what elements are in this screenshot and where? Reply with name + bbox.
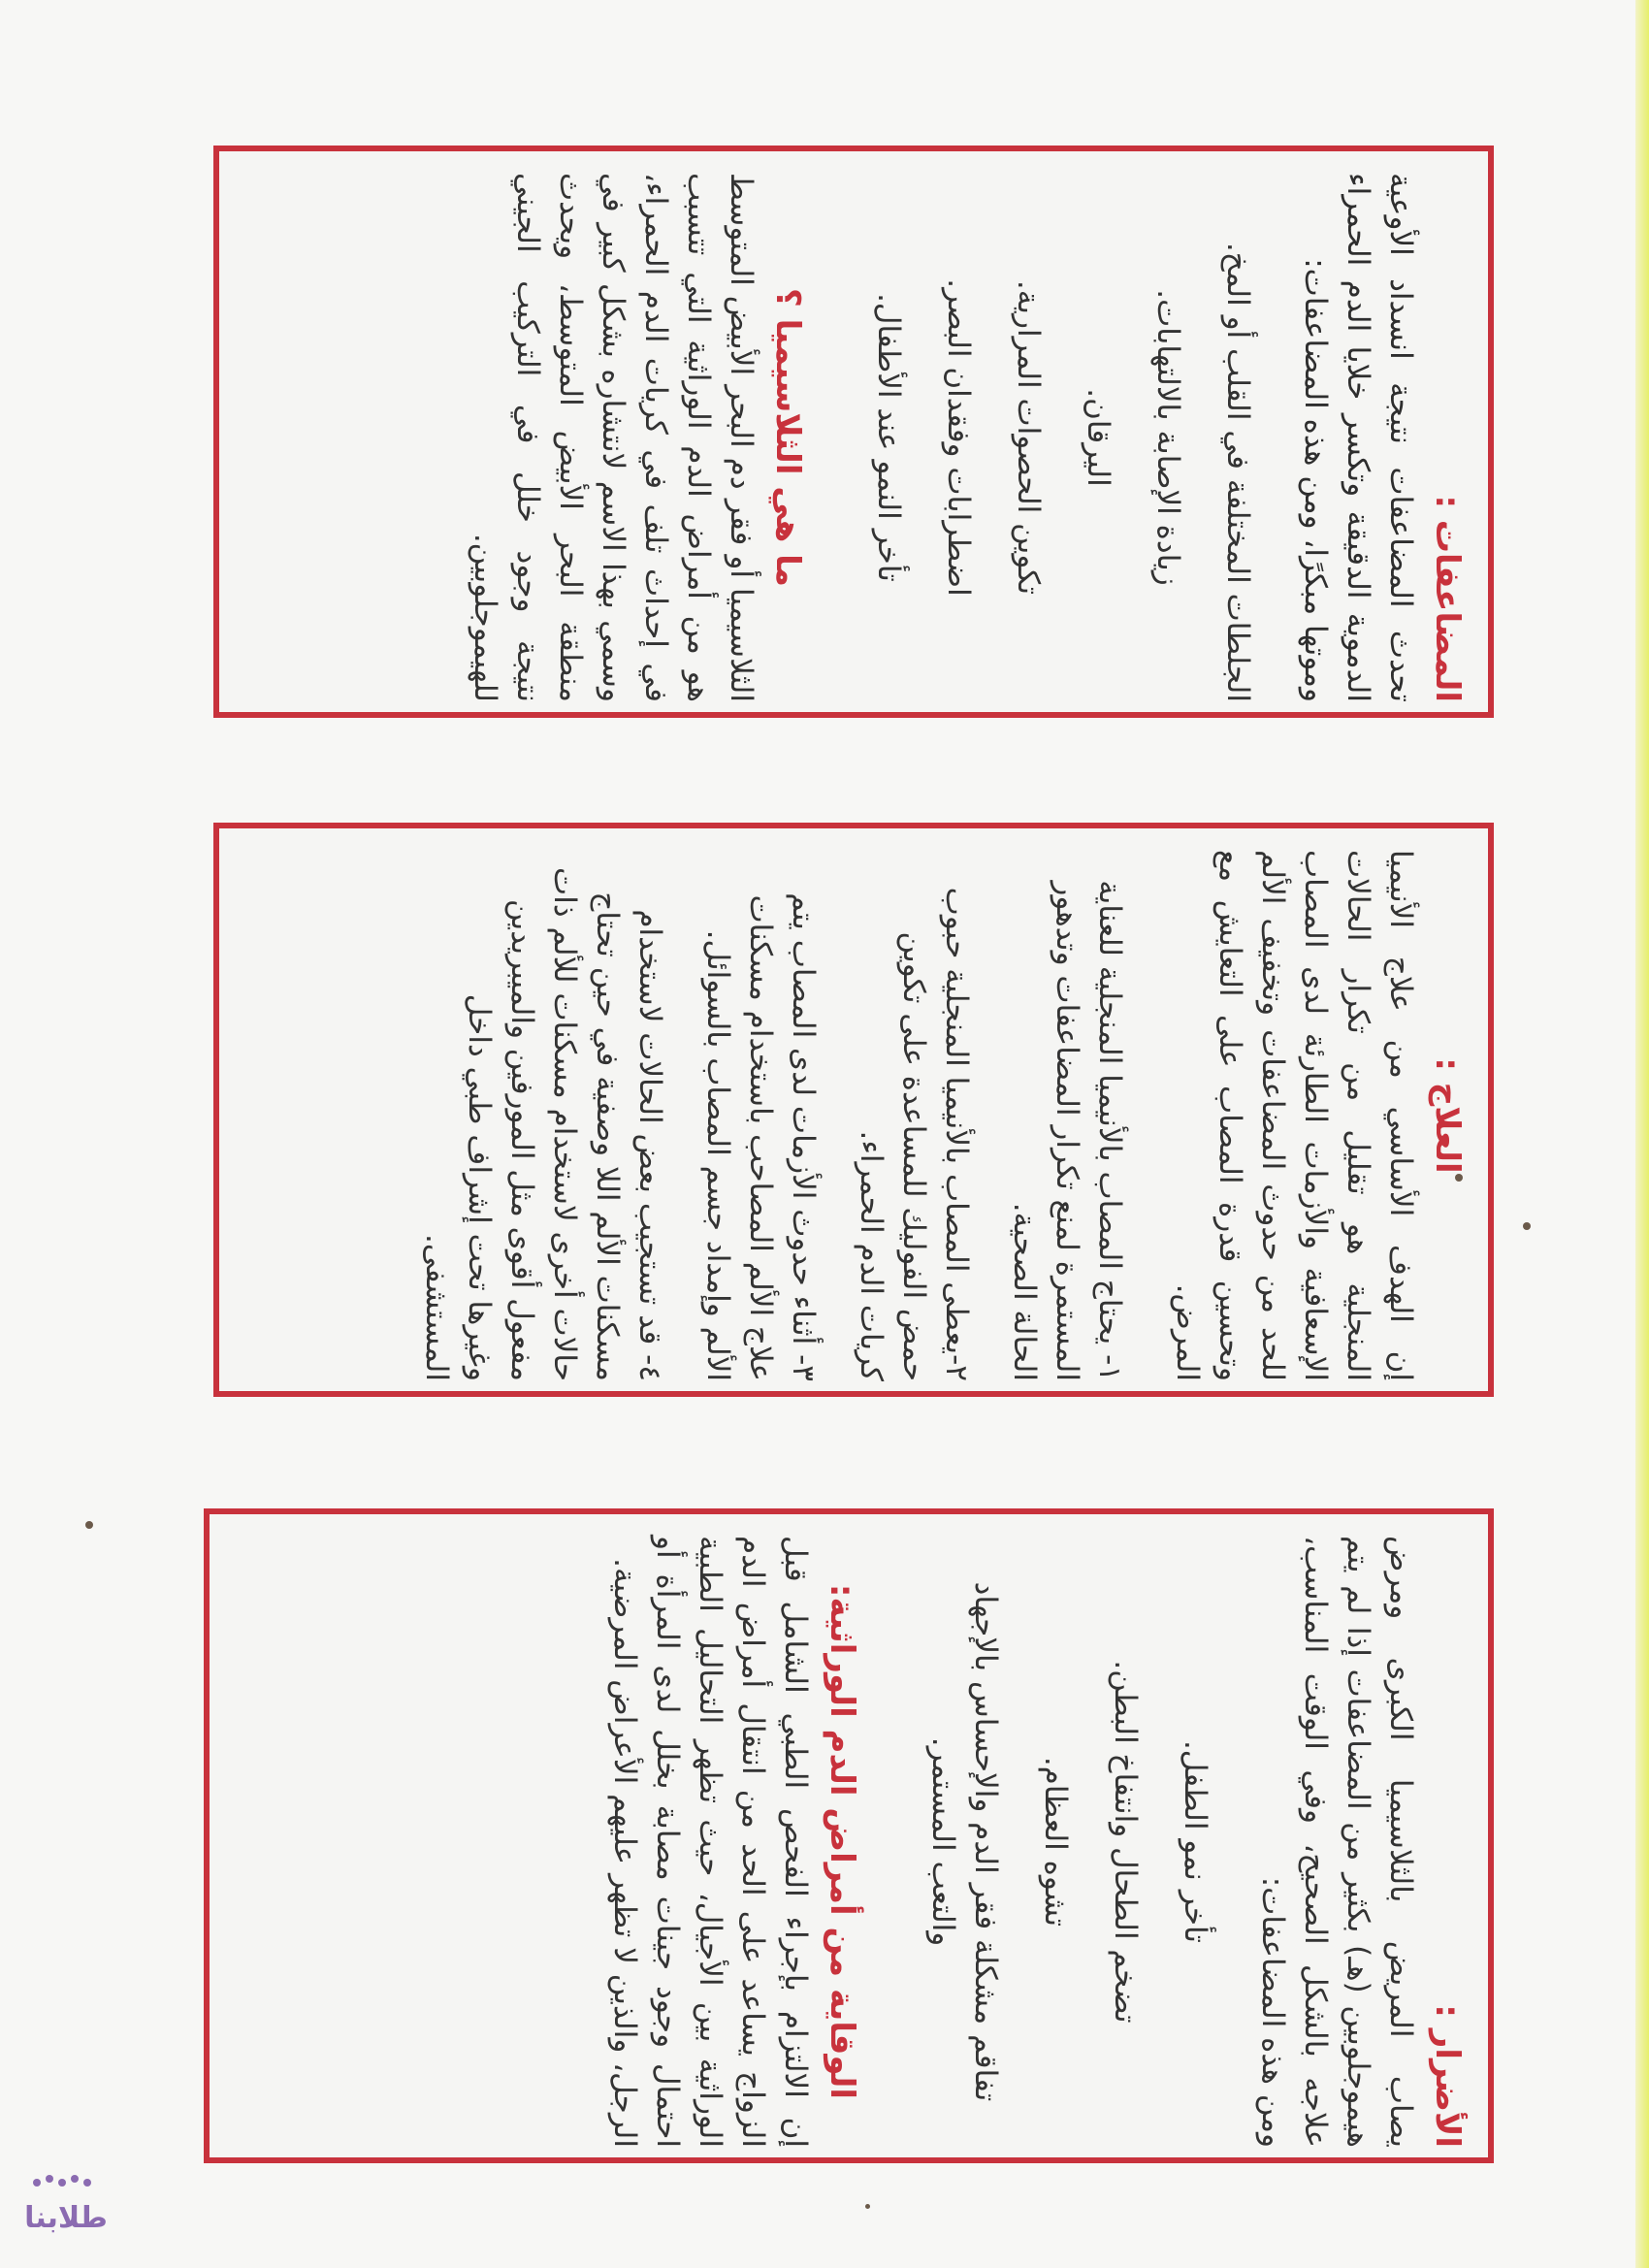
complication-item: الجلطات المختلفة في القلب أو المخ.	[1220, 242, 1255, 702]
scan-edge	[1635, 0, 1649, 2268]
complication-item: تكوين الحصوات المرارية.	[1011, 279, 1046, 596]
complications-panel	[213, 146, 1494, 718]
treatment-item: ٣- أثناء حدوث الأزمات لدى المصاب يتم علاج الألم المصاحب باستخدام مسكنات الألم وإمداد جسم المصاب بالسوائل.	[700, 892, 821, 1381]
complication-item: اليرقان.	[1081, 388, 1116, 487]
harms-panel	[204, 1508, 1494, 2163]
treatment-item: ١- يحتاج المصاب بالأنيميا المنجلية للعناية المستمرة لمنع تكرار المضاعفات وتدهور الحالة الصحية.	[1007, 880, 1127, 1381]
harm-item: تفاقم مشكلة فقر الدم والإحساس بالإجهاد والتعب المستمر.	[925, 1581, 1003, 2102]
treatment-panel	[213, 823, 1494, 1397]
site-logo-text: طلابنا	[24, 2201, 108, 2235]
complications-heading: المضاعفات :	[1428, 495, 1467, 702]
prevention-heading: الوقاية من أمراض الدم الوراثية:	[823, 1583, 861, 2100]
prevention-text: إن الالتزام بإجراء الفحص الطبي الشامل قبل الزواج يساعد على الحد من انتقال أمراض الدم الوراثية بين الأجيال، حيث تظهر التحاليل الطبية احتمال وجود جينات مصابة بخلل لدى المرأة أو الرجل، والذين لا تظهر عليهم الأعراض المرضية.	[607, 1536, 813, 2148]
logo-mark-icon	[33, 2175, 91, 2187]
thalassemia-question: ما هي الثلاسيميا ؟	[768, 288, 807, 587]
harm-item: تضخم الطحال وانتفاخ البطن.	[1108, 1660, 1143, 2024]
harms-heading: الأضرار :	[1428, 2004, 1467, 2148]
harms-column	[198, 1514, 1488, 2169]
complications-intro: تحدث المضاعفات نتيجة انسداد الأوعية الدموية الدقيقة وتكسر خلايا الدم الحمراء وموتها مبكرًا، ومن هذه المضاعفات:	[1298, 173, 1418, 702]
treatment-heading: العلاج :	[1428, 1057, 1467, 1174]
complication-item: اضطرابات وفقدان البصر.	[941, 278, 976, 597]
treatment-intro: إن الهدف الأساسي من علاج الأنيميا المنجلية هو تقليل من تكرار الحالات الإسعافية والأزمات الطارئة لدى المصاب للحد من حدوث المضاعفات وتخفيف الألم وتحسين قدرة المصاب على التعايش مع المرض.	[1170, 850, 1418, 1381]
treatment-column	[208, 828, 1488, 1403]
scan-speck	[85, 1521, 93, 1529]
harm-item: تشوه العظام.	[1038, 1756, 1073, 1928]
complications-column	[208, 151, 1488, 724]
harms-intro: يصاب المريض بالثلاسيميا الكبرى ومرض هيموجلوبين (هـ) بكثير من المضاعفات إذا لم يتم علاجه بالشكل الصحيح، وفي الوقت المناسب، ومن هذه المضاعفات:	[1255, 1536, 1418, 2148]
complication-item: تأخر النمو عند الأطفال.	[871, 293, 906, 582]
treatment-item: ٢-يعطى المصاب بالأنيميا المنجلية حبوب حمض الفوليك للمساعدة على تكوين كريات الدم الحمراء.	[854, 887, 974, 1381]
scan-speck	[1523, 1222, 1531, 1230]
scan-speck	[1455, 1174, 1463, 1182]
treatment-item: ٤- قد تستجيب بعض الحالات لاستخدام مسكنات الألم اللا وصفية في حين تحتاج حالات أخرى لاستخدام مسكنات للألم ذات مفعول أقوى مثل المورفين والميبريدين وغيرها تحت إشراف طبي داخل المستشفى.	[419, 867, 667, 1381]
thalassemia-answer: الثلاسيميا أو فقر دم البحر الأبيض المتوسط هو من أمراض الدم الوراثية التي تتسبب في إحداث تلف في كريات الدم الحمراء، وسمي بهذا الاسم لانتشاره بشكل كبير في منطقة البحر الأبيض المتوسط، ويحدث نتيجة وجود خلل في التركيب الجيني للهيموجلوبين.	[468, 173, 759, 702]
complication-item: زيادة الإصابة بالالتهابات.	[1150, 289, 1185, 586]
harm-item: تأخر نمو الطفل.	[1178, 1739, 1212, 1944]
site-logo	[17, 2169, 114, 2247]
scan-speck	[865, 2204, 870, 2209]
